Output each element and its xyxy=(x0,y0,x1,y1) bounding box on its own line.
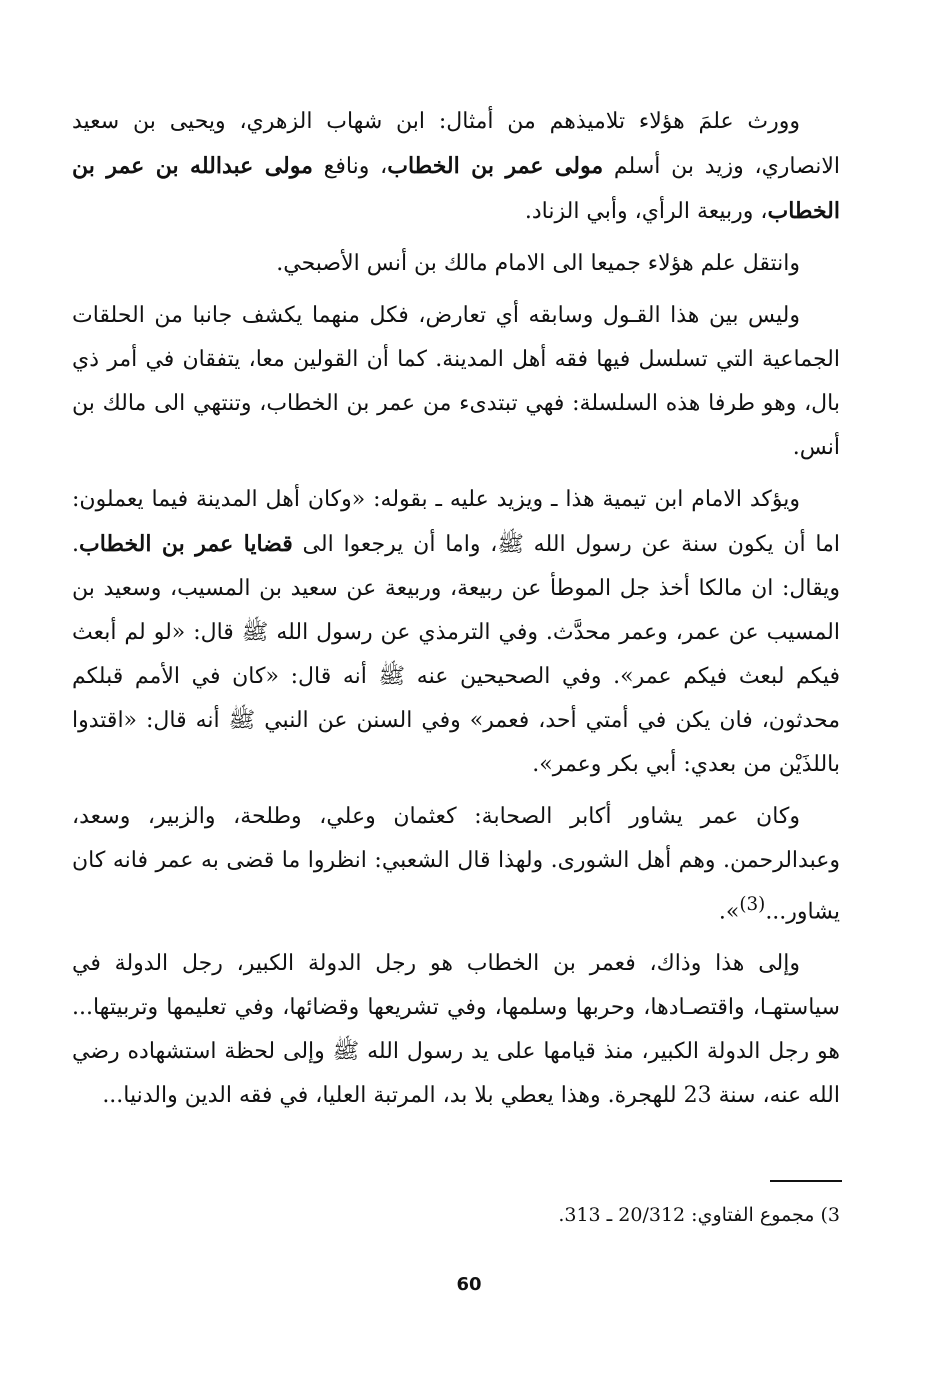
page-number: 60 xyxy=(456,1274,482,1295)
footnote: 3) مجموع الفتاوي: 20/312 ـ 313. xyxy=(558,1204,840,1226)
p1-seg-3-bold: مولى عبدالله بن عمر بن الخطاب xyxy=(72,153,840,224)
paragraph-2 xyxy=(72,242,840,286)
p1-seg-4: ، وربيعة الرأي، وأبي الزناد. xyxy=(524,199,768,224)
p1-seg-0: وورث علمَ هؤلاء تلاميذهم من أمثال: ابن شهاب الزهري، ويحيى بن سعيد الانصاري، وزيد بن أسلم xyxy=(72,109,840,179)
p6-seg-0: وإلى هذا وذاك، فعمر بن الخطاب هو رجل الدولة الكبير، رجل الدولة في سياستهـا، واقتصـادها، وحربها وسلمها، وفي تشريعها وقضائها، وفي تعليمها وتربيتها... هو رجل الدولة الكبير، منذ قيامها على يد رسول الله ﷺ وإلى لحظة استشهاده رضي الله عنه، سنة 23 للهجرة. وهذا يعطي بلا بد، المرتبة العليا، في فقه الدين والدنيا... xyxy=(72,951,840,1109)
p2-seg-0: وانتقل علم هؤلاء جميعا الى الامام مالك بن أنس الأصبحي. xyxy=(276,251,800,276)
p4-seg-0: ويؤكد الامام ابن تيمية هذا ـ ويزيد عليه ـ بقوله: «وكان أهل المدينة فيما يعملون: اما أن يكون سنة عن رسول الله ﷺ، واما أن يرجعوا الى xyxy=(72,487,840,557)
p5-seg-2: ». xyxy=(718,899,740,925)
page-body xyxy=(72,100,840,1126)
p5-seg-0: وكان عمر يشاور أكابر الصحابة: كعثمان وعلي، وطلحة، والزبير، وسعد، وعبدالرحمن. وهم أهل الشورى. ولهذا قال الشعبي: انظروا ما قضى به عمر فانه كان يشاور... xyxy=(72,804,840,925)
p3-seg-0: وليس بين هذا القـول وسابقه أي تعارض، فكل منهما يكشف جانبا من الحلقات الجماعية التي تسلسل فيها فقه أهل المدينة. كما أن القولين معا، يتفقان في أمر ذي بال، وهو طرفا هذه السلسلة: فهي تبتدىء من عمر بن الخطاب، وتنتهي الى مالك بن أنس. xyxy=(72,303,840,460)
paragraph-4 xyxy=(72,478,840,787)
paragraph-3 xyxy=(72,294,840,470)
paragraph-6 xyxy=(72,942,840,1118)
paragraph-1 xyxy=(72,100,840,234)
footnote-ref[interactable]: (3) xyxy=(739,894,766,915)
paragraph-5 xyxy=(72,795,840,934)
p1-seg-2: ، ونافع xyxy=(312,154,388,179)
p4-seg-2: . ويقال: ان مالكا أخذ جل الموطأ عن ربيعة، وربيعة عن سعيد بن المسيب، وسعيد بن المسيب عن عمر، وعمر محدَّث. وفي الترمذي عن رسول الله ﷺ قال: «لو لم أبعث فيكم لبعث فيكم عمر». وفي الصحيحين عنه ﷺ أنه قال: «كان في الأمم قبلكم محدثون، فان يكن في أمتي أحد، فعمر» وفي السنن عن النبي ﷺ أنه قال: «اقتدوا باللذَيْن من بعدي: أبي بكر وعمر». xyxy=(72,532,840,777)
p4-seg-1-bold: قضايا عمر بن الخطاب xyxy=(79,531,293,557)
footnote-divider xyxy=(770,1180,842,1182)
p1-seg-1-bold: مولى عمر بن الخطاب xyxy=(387,153,604,179)
